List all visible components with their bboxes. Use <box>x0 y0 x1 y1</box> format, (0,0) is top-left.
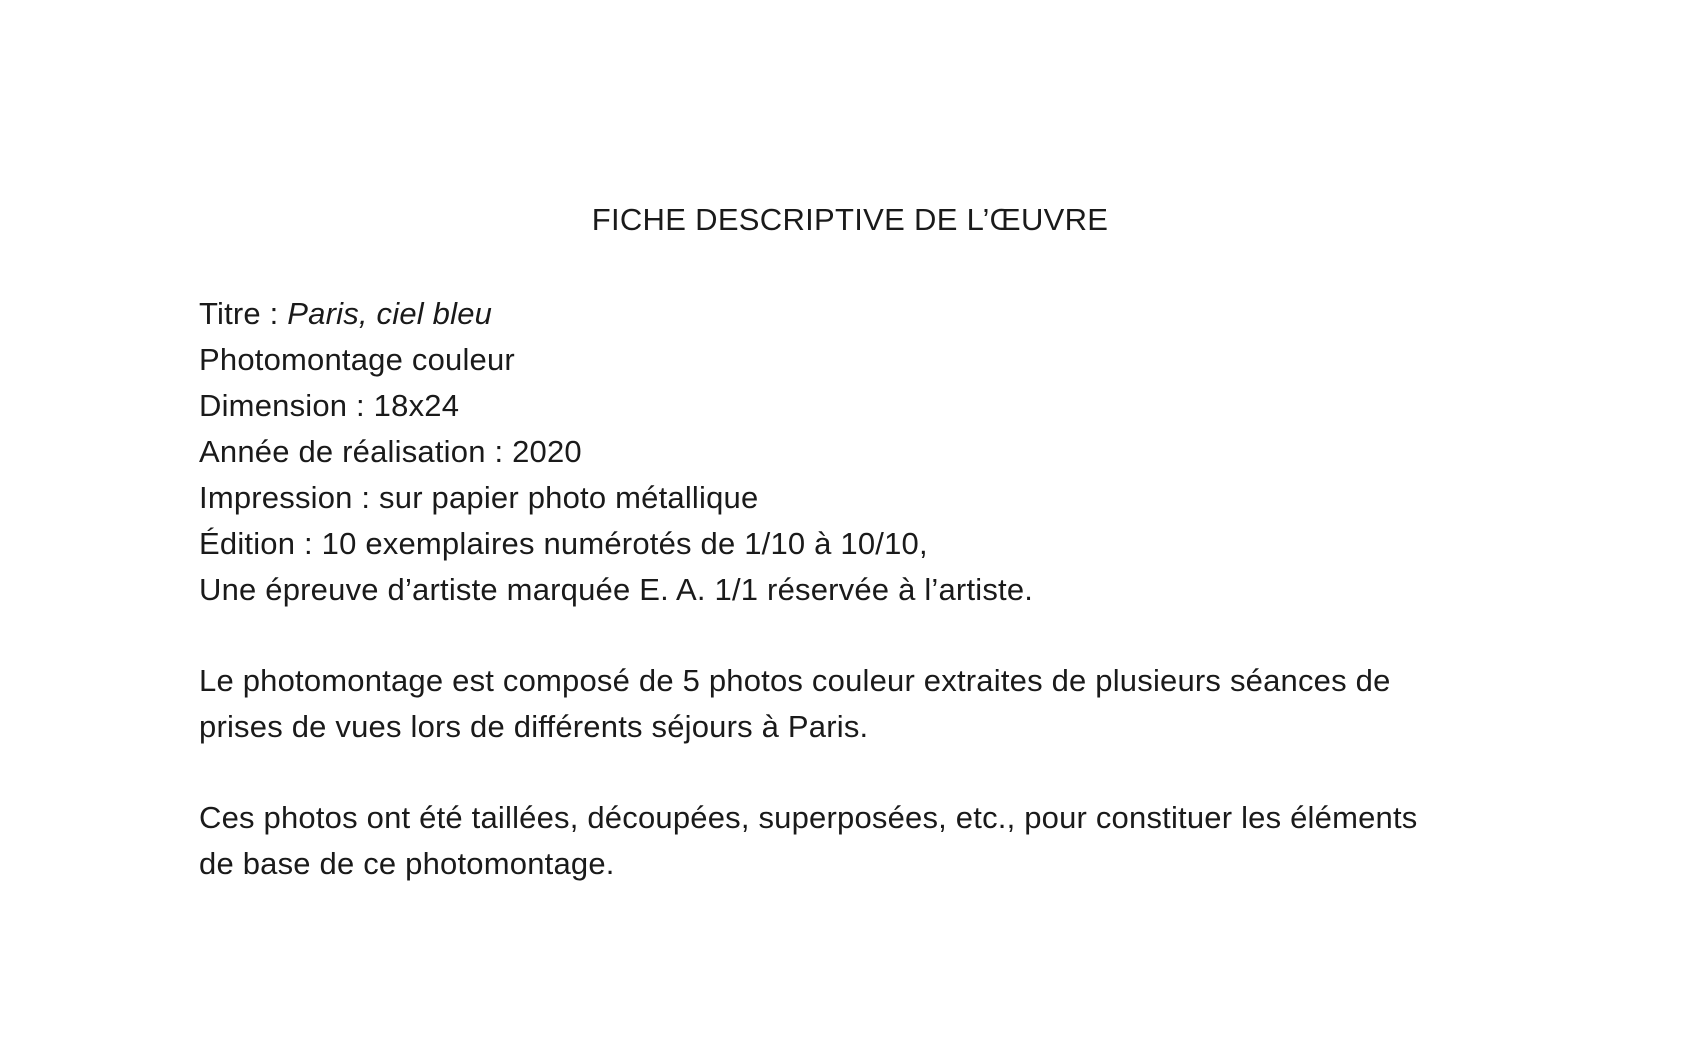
dimension-line: Dimension : 18x24 <box>199 388 460 423</box>
paragraph-spacer <box>199 613 1599 658</box>
printing-line: Impression : sur papier photo métallique <box>199 480 759 515</box>
title-label: Titre : <box>199 296 288 331</box>
paragraph2-line2: de base de ce photomontage. <box>199 846 615 881</box>
edition-line: Édition : 10 exemplaires numérotés de 1/10 à 10/10, <box>199 526 928 561</box>
document-heading: FICHE DESCRIPTIVE DE L’ŒUVRE <box>591 202 1109 237</box>
paragraph-spacer <box>199 750 1599 795</box>
document-body <box>199 291 1599 887</box>
year-line: Année de réalisation : 2020 <box>199 434 582 469</box>
paragraph1-line2: prises de vues lors de différents séjours à Paris. <box>199 709 869 744</box>
artwork-title: Paris, ciel bleu <box>287 296 493 331</box>
technique-line: Photomontage couleur <box>199 342 515 377</box>
paragraph1-line1: Le photomontage est composé de 5 photos couleur extraites de plusieurs séances de <box>199 663 1391 698</box>
paragraph2-line1: Ces photos ont été taillées, découpées, superposées, etc., pour constituer les éléments <box>199 800 1418 835</box>
title-line <box>199 291 1599 337</box>
artist-proof-line: Une épreuve d’artiste marquée E. A. 1/1 réservée à l’artiste. <box>199 572 1034 607</box>
